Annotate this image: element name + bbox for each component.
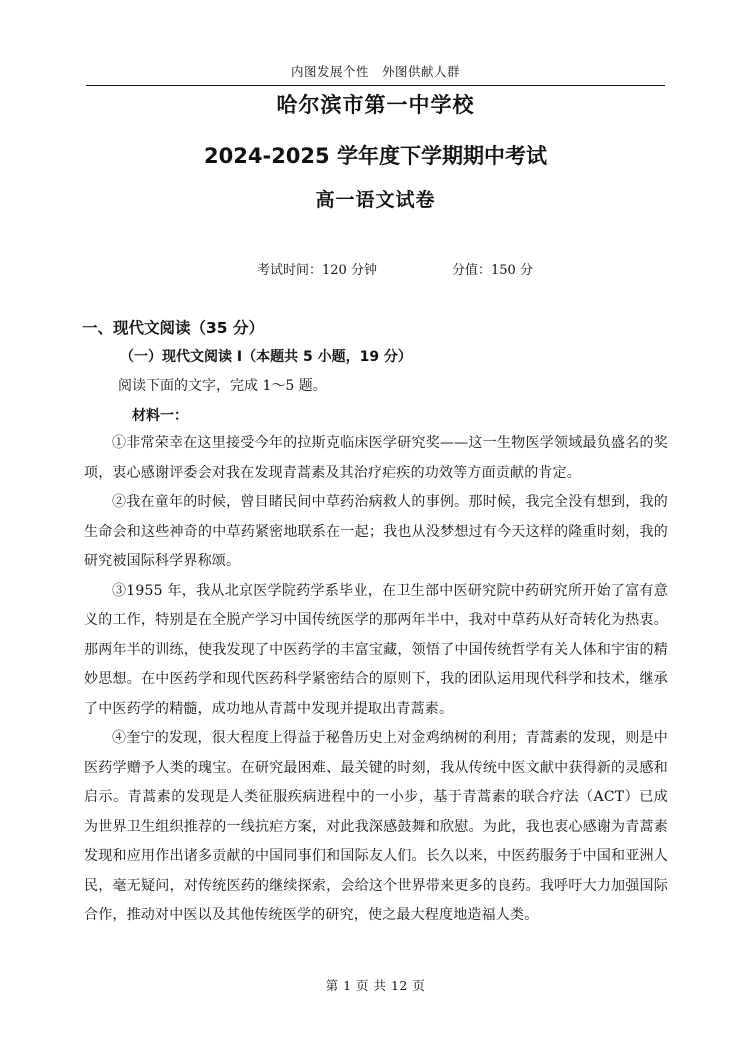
subject-title: 高一语文试卷 [315,189,436,211]
header-divider [86,85,665,86]
header-slogan: 内图发展个性 外图供献人群 [290,64,460,79]
page-number: 第 1 页 共 12 页 [325,978,426,993]
subsection-heading: （一）现代文阅读 I（本题共 5 小题，19 分） [120,349,412,365]
exam-title: 2024-2025 学年度下学期期中考试 [204,144,547,168]
paragraph-2: ②我在童年的时候，曾目睹民间中草药治病救人的事例。那时候，我完全没有想到，我的生命会和这些神奇的中草药紧密地联系在一起；我也从没梦想过有今天这样的隆重时刻，我的研究被国际科学界称颂。 [84,494,668,569]
reading-instruction: 阅读下面的文字，完成 1～5 题。 [118,378,327,394]
school-title: 哈尔滨市第一中学校 [276,93,475,117]
paragraph-3: ③1955 年，我从北京医学院药学系毕业，在卫生部中医研究院中药研究所开始了富有意义的工作，特别是在全脱产学习中国传统医学的那两年半中，我对中草药从好奇转化为热衷。那两年半的训练，使我发现了中医药学的丰富宝藏，领悟了中国传统哲学有关人体和宇宙的精妙思想。在中医药学和现代医药科学紧密结合的原则下，我的团队运用现代科学和技术，继承了中医药学的精髓，成功地从青蒿中发现并提取出青蒿素。 [84,582,668,717]
paragraph-4: ④奎宁的发现，很大程度上得益于秘鲁历史上对金鸡纳树的利用；青蒿素的发现，则是中医药学赠予人类的瑰宝。在研究最困难、最关键的时刻，我从传统中医文献中获得新的灵感和启示。青蒿素的发现是人类征服疾病进程中的一小步，基于青蒿素的联合疗法（ACT）已成为世界卫生组织推荐的一线抗疟方案，对此我深感鼓舞和欣慰。为此，我也衷心感谢为青蒿素发现和应用作出诸多贡献的中国同事们和国际友人们。长久以来，中医药服务于中国和亚洲人民，毫无疑问，对传统医药的继续探索，会给这个世界带来更多的良药。我呼吁大力加强国际合作，推动对中医以及其他传统医学的研究，使之最大程度地造福人类。 [84,730,668,923]
paragraph-1: ①非常荣幸在这里接受今年的拉斯克临床医学研究奖——这一生物医学领域最负盛名的奖项，衷心感谢评委会对我在发现青蒿素及其治疗疟疾的功效等方面贡献的肯定。 [84,435,668,481]
material-label: 材料一： [132,408,188,424]
passage-body [84,429,668,931]
exam-score: 分值：150 分 [452,263,533,278]
section-heading: 一、现代文阅读（35 分） [82,319,264,337]
exam-time: 考试时间：120 分钟 [257,263,377,278]
